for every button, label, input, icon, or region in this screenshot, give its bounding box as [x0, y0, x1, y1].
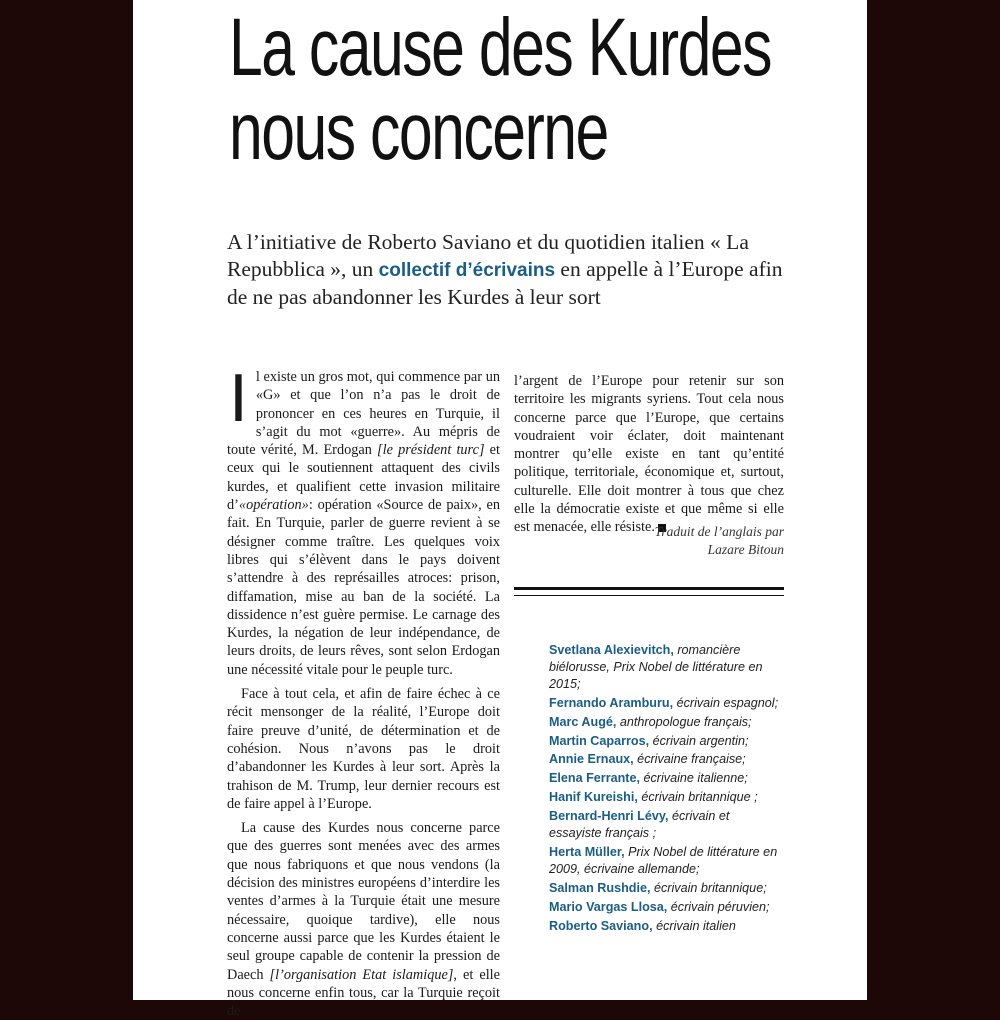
signatory-name: Herta Müller, [549, 844, 625, 859]
article-lead [227, 229, 807, 311]
signatory-desc: écrivain espagnol; [673, 695, 779, 710]
signatory-name: Marc Augé, [549, 714, 617, 729]
signatory [549, 880, 785, 897]
signatory [549, 714, 785, 731]
translator-credit [514, 523, 784, 558]
translator-line-1: Traduit de l’anglais par [654, 524, 784, 539]
editor-note: [le président turc] [377, 442, 485, 459]
quoted-term: «opération» [238, 497, 309, 514]
signatory [549, 733, 785, 750]
signatory-desc: écrivain britannique ; [637, 790, 758, 805]
paragraph-2: Face à tout cela, et afin de faire échec à ce récit mensonger de la réalité, l’Europe doit faire preuve d’unité, de détermination et de cohésion. Nous n’avons pas le droit d’abandonner les Kurdes à leur sort. Après la trahison de M. Trump, leur dernier recours est de faire appel à l’Europe. [227, 686, 500, 812]
divider-thin [514, 595, 784, 596]
signatory-name: Svetlana Alexievitch, [549, 643, 674, 657]
paragraph-1-text: l existe un gros mot, qui commence par un «G» et que l’on n’a pas le droit de prononcer en ces heures en Turquie, il s’agit du mot «guerre». Au mépris de toute vérité, M. Erdogan [227, 369, 500, 459]
signatory-name: Salman Rushdie, [549, 880, 651, 895]
title-line-2: nous concerne [229, 86, 608, 177]
signatory [549, 899, 785, 916]
signatory [549, 770, 785, 787]
signatory-name: Mario Vargas Llosa, [549, 899, 668, 914]
drop-cap: I [229, 360, 248, 436]
article-column-1 [227, 360, 500, 1020]
lead-text-start: A l’initiative de Roberto Saviano et du quotidien italien « La Repubblica », un [227, 230, 749, 281]
signatory-desc: écrivaine française; [633, 752, 746, 767]
translator-name: Lazare Bitoun [707, 541, 784, 557]
signatory-name: Hanif Kureishi, [549, 790, 638, 805]
divider-thick [514, 587, 784, 590]
signatory [549, 918, 785, 935]
signatory [549, 751, 785, 768]
paragraph-4 [514, 372, 784, 537]
signatory [549, 844, 785, 878]
signatories-list [549, 642, 785, 937]
signatory-desc: écrivain péruvien; [667, 899, 770, 914]
lead-highlight: collectif d’écrivains [378, 260, 556, 281]
signatory-name: Annie Ernaux, [549, 752, 634, 767]
signatory-desc: romancière biélorusse, Prix Nobel de littérature en 2015; [549, 643, 763, 691]
signatory [549, 642, 785, 693]
signatory-name: Bernard-Henri Lévy, [549, 809, 669, 824]
paragraph-3-text: La cause des Kurdes nous concerne parce que des guerres sont menées avec des armes que nous fabriquons et que nous vendons (la décision des ministres européens d’interdire les ventes d’armes à la Turquie était une mesure nécessaire, quoique tardive), elle nous concerne aussi parce que les Kurdes étaient le seul groupe capable de contenir la pression de Daech [227, 820, 500, 983]
signatory-name: Fernando Aramburu, [549, 695, 674, 710]
paragraph-1-text-c: : opération «Source de paix», en fait. En Turquie, parler de guerre revient à se désigner comme traître. Les quelques voix libres qui s’élèvent dans le pays doivent s’attendre à des représailles atroces: prison, diffamation, mise au ban de la société. La dissidence n’est guère permise. Le carnage des Kurdes, la négation de leur indépendance, de leurs droits, de leurs rêves, sont selon Erdogan une nécessité vitale pour le peuple turc. [227, 497, 500, 678]
signatory [549, 789, 785, 806]
signatory-desc: écrivain italien [652, 918, 736, 933]
newspaper-page [133, 0, 867, 1020]
editor-note-2: [l’organisation Etat islamique] [269, 966, 454, 983]
signatory-desc: écrivain britannique; [650, 880, 767, 895]
paragraph-1-text-b: et ceux qui le soutiennent attaquent des civils kurdes, et qualifient cette invasion militaire d’ [227, 442, 500, 514]
title-line-1: La cause des Kurdes [229, 2, 771, 93]
signatory-name: Elena Ferrante, [549, 771, 640, 786]
paragraph-3 [227, 819, 500, 1020]
lead-text-end: en appelle à l’Europe afin de ne pas abandonner les Kurdes à leur sort [227, 257, 783, 309]
signatory-desc: écrivaine italienne; [640, 771, 748, 786]
paragraph-4-text: l’argent de l’Europe pour retenir sur son territoire les migrants syriens. Tout cela nous concerne parce que l’Europe, que certains voudraient voir éclater, doit maintenant montrer qu’elle existe en tant qu’entité politique, territoriale, économique et, surtout, culturelle. Elle doit montrer à tous que chez elle la démocratie existe et que même si elle est menacée, elle résiste. [514, 373, 784, 536]
paragraph-1 [227, 360, 500, 679]
signatory-desc: Prix Nobel de littérature en 2009, écrivaine allemande; [549, 844, 778, 876]
article-column-2 [514, 372, 784, 537]
signatory [549, 695, 785, 712]
signatory-desc: écrivain argentin; [649, 733, 749, 748]
signatory-desc: écrivain et essayiste français ; [549, 809, 730, 841]
paragraph-3-text-b: , et elle nous concerne enfin tous, car la Turquie reçoit de [227, 966, 500, 1020]
article-title [229, 2, 771, 177]
signatory-name: Martin Caparros, [549, 733, 650, 748]
signatory-name: Roberto Saviano, [549, 918, 653, 933]
signatory-desc: anthropologue français; [616, 714, 752, 729]
signatory [549, 808, 785, 842]
